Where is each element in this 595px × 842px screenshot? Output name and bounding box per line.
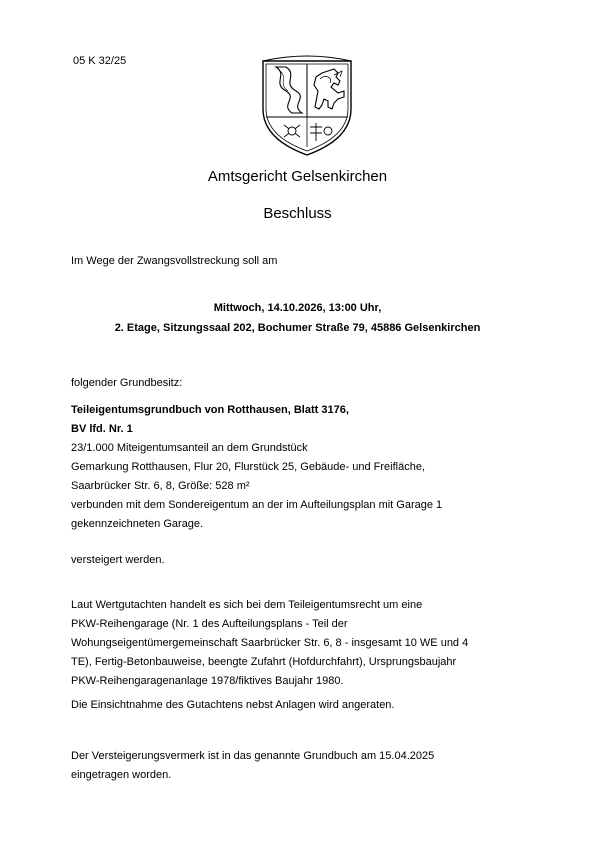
- appraisal-line: PKW-Reihengaragenanlage 1978/fiktives Baujahr 1980.: [71, 675, 344, 687]
- court-name: Amtsgericht Gelsenkirchen: [207, 168, 388, 185]
- appraisal-line: Wohungseigentümergemeinschaft Saarbrücker Str. 6, 8 - insgesamt 10 WE und 4: [71, 637, 469, 649]
- property-line: Saarbrücker Str. 6, 8, Größe: 528 m²: [71, 480, 250, 492]
- property-line: verbunden mit dem Sondereigentum an der im Aufteilungsplan mit Garage 1: [71, 499, 443, 511]
- hearing-date: Mittwoch, 14.10.2026, 13:00 Uhr,: [213, 302, 382, 314]
- appraisal-line: Laut Wertgutachten handelt es sich bei dem Teileigentumsrecht um eine: [71, 599, 423, 611]
- property-entry: BV lfd. Nr. 1: [71, 423, 133, 435]
- appraisal-line: PKW-Reihengarage (Nr. 1 des Aufteilungsplans - Teil der: [71, 618, 348, 630]
- case-number: 05 K 32/25: [73, 55, 127, 67]
- property-line: 23/1.000 Miteigentumsanteil an dem Grundstück: [71, 442, 308, 454]
- property-intro: folgender Grundbesitz:: [71, 377, 183, 389]
- recommendation-text: Die Einsichtnahme des Gutachtens nebst Anlagen wird angeraten.: [71, 699, 395, 711]
- property-register: Teileigentumsgrundbuch von Rotthausen, Blatt 3176,: [71, 404, 349, 416]
- register-note: [71, 747, 541, 785]
- coat-of-arms-icon: [258, 47, 356, 159]
- appraisal-paragraph: [71, 596, 541, 691]
- appraisal-line: TE), Fertig-Betonbauweise, beengte Zufahrt (Hofdurchfahrt), Ursprungsbaujahr: [71, 656, 457, 668]
- property-line: gekennzeichneten Garage.: [71, 518, 204, 530]
- intro-text: Im Wege der Zwangsvollstreckung soll am: [71, 255, 278, 267]
- document-title: Beschluss: [263, 205, 332, 222]
- hearing-place: 2. Etage, Sitzungssaal 202, Bochumer Straße 79, 45886 Gelsenkirchen: [114, 322, 481, 334]
- property-description: [71, 401, 541, 534]
- auction-note: versteigert werden.: [71, 554, 165, 566]
- register-note-line: Der Versteigerungsvermerk ist in das genannte Grundbuch am 15.04.2025: [71, 750, 435, 762]
- register-note-line: eingetragen worden.: [71, 769, 172, 781]
- property-line: Gemarkung Rotthausen, Flur 20, Flurstück 25, Gebäude- und Freifläche,: [71, 461, 426, 473]
